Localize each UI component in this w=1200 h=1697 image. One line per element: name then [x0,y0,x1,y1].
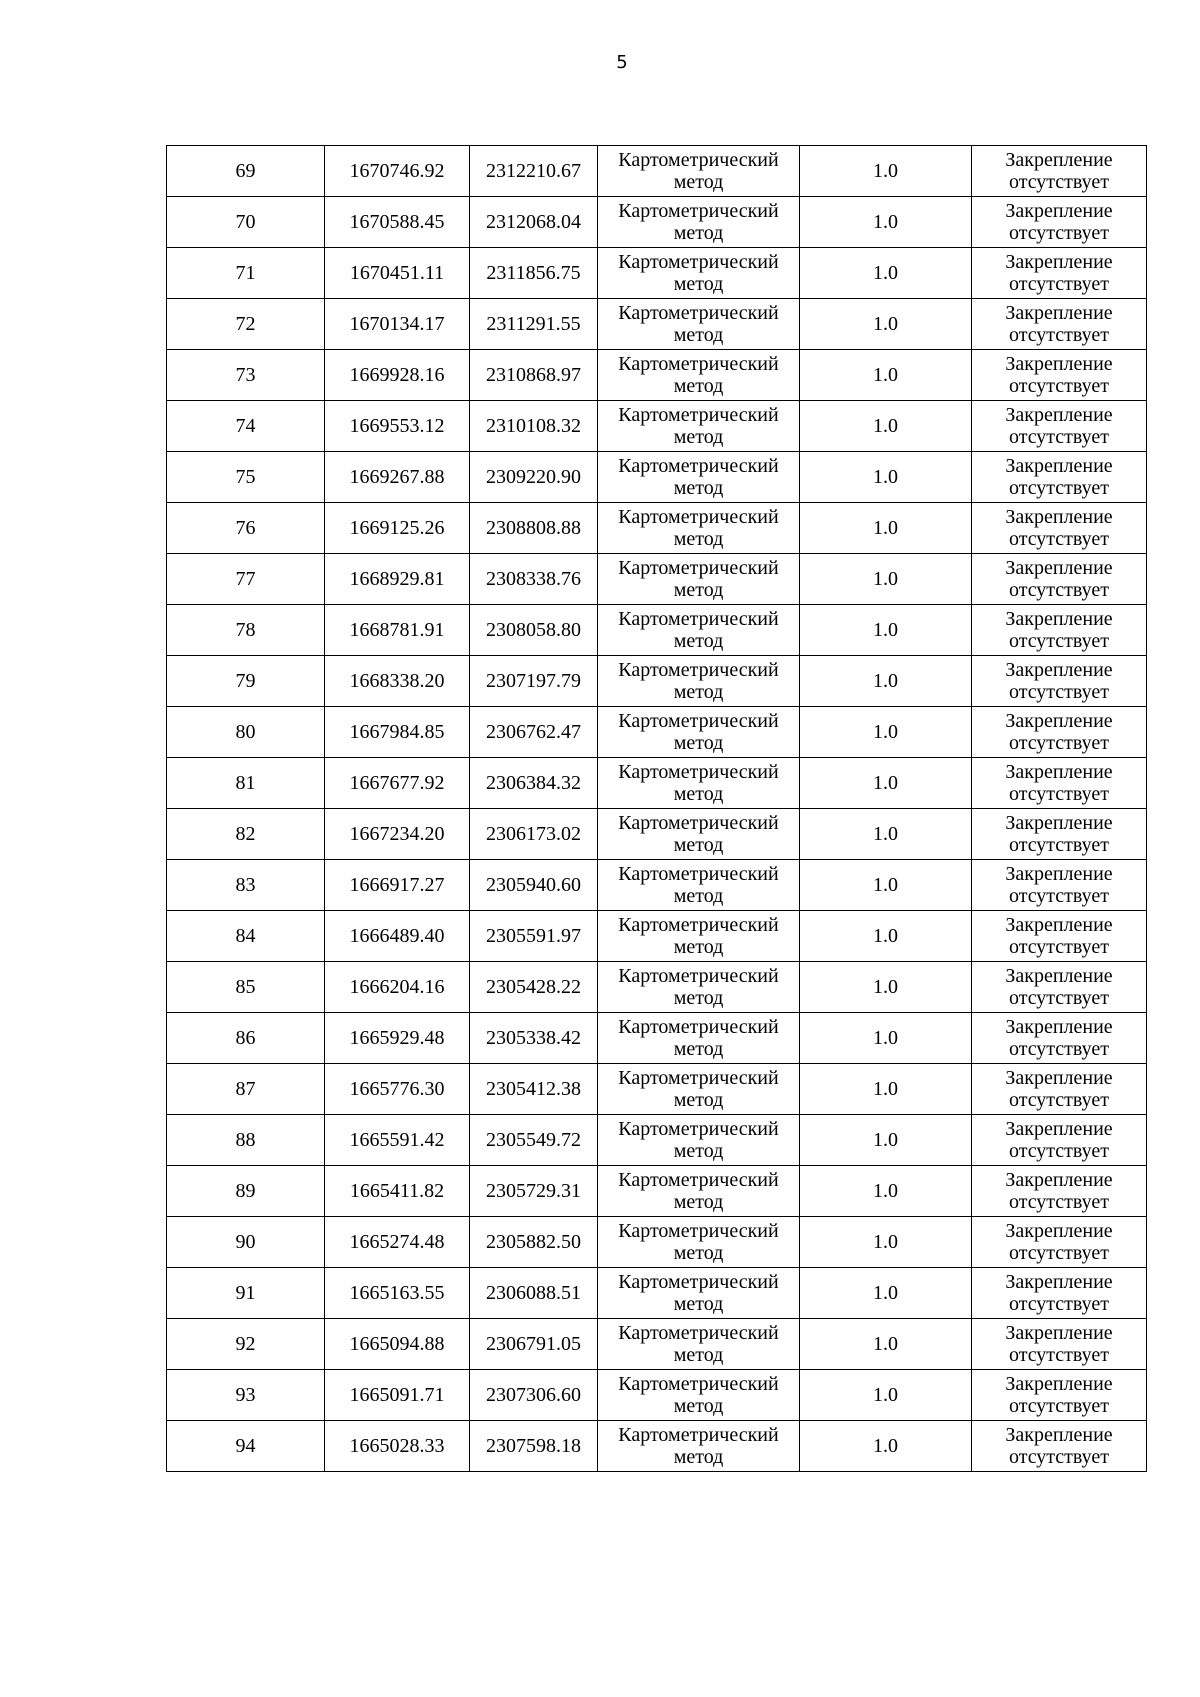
y-coordinate-cell: 2309220.90 [470,452,598,503]
table-row [167,758,1147,809]
table-row [167,1115,1147,1166]
x-coordinate-cell: 1668781.91 [325,605,470,656]
accuracy-cell: 1.0 [800,197,972,248]
y-coordinate-cell: 2305729.31 [470,1166,598,1217]
fixation-cell: Закрепление отсутствует [972,401,1147,452]
method-cell: Картометрический метод [598,299,800,350]
table-row [167,911,1147,962]
method-cell: Картометрический метод [598,401,800,452]
fixation-cell: Закрепление отсутствует [972,962,1147,1013]
x-coordinate-cell: 1666489.40 [325,911,470,962]
x-coordinate-cell: 1670451.11 [325,248,470,299]
x-coordinate-cell: 1665094.88 [325,1319,470,1370]
x-coordinate-cell: 1666917.27 [325,860,470,911]
table-row [167,860,1147,911]
table-row [167,197,1147,248]
accuracy-cell: 1.0 [800,809,972,860]
method-cell: Картометрический метод [598,248,800,299]
accuracy-cell: 1.0 [800,401,972,452]
point-number-cell: 79 [167,656,325,707]
x-coordinate-cell: 1669928.16 [325,350,470,401]
x-coordinate-cell: 1665091.71 [325,1370,470,1421]
method-cell: Картометрический метод [598,1421,800,1472]
y-coordinate-cell: 2310108.32 [470,401,598,452]
y-coordinate-cell: 2305882.50 [470,1217,598,1268]
point-number-cell: 69 [167,146,325,197]
method-cell: Картометрический метод [598,1319,800,1370]
table-row [167,962,1147,1013]
y-coordinate-cell: 2306384.32 [470,758,598,809]
table-row [167,809,1147,860]
method-cell: Картометрический метод [598,809,800,860]
x-coordinate-cell: 1670588.45 [325,197,470,248]
table-row [167,1217,1147,1268]
x-coordinate-cell: 1667677.92 [325,758,470,809]
point-number-cell: 93 [167,1370,325,1421]
point-number-cell: 82 [167,809,325,860]
method-cell: Картометрический метод [598,554,800,605]
fixation-cell: Закрепление отсутствует [972,1421,1147,1472]
method-cell: Картометрический метод [598,503,800,554]
fixation-cell: Закрепление отсутствует [972,1166,1147,1217]
x-coordinate-cell: 1665163.55 [325,1268,470,1319]
table-row [167,503,1147,554]
point-number-cell: 94 [167,1421,325,1472]
x-coordinate-cell: 1665776.30 [325,1064,470,1115]
method-cell: Картометрический метод [598,860,800,911]
table-row [167,248,1147,299]
y-coordinate-cell: 2307306.60 [470,1370,598,1421]
point-number-cell: 90 [167,1217,325,1268]
point-number-cell: 86 [167,1013,325,1064]
method-cell: Картометрический метод [598,962,800,1013]
fixation-cell: Закрепление отсутствует [972,1268,1147,1319]
method-cell: Картометрический метод [598,1268,800,1319]
point-number-cell: 84 [167,911,325,962]
table-row [167,1421,1147,1472]
point-number-cell: 92 [167,1319,325,1370]
point-number-cell: 91 [167,1268,325,1319]
x-coordinate-cell: 1665591.42 [325,1115,470,1166]
point-number-cell: 83 [167,860,325,911]
method-cell: Картометрический метод [598,758,800,809]
point-number-cell: 77 [167,554,325,605]
y-coordinate-cell: 2305428.22 [470,962,598,1013]
method-cell: Картометрический метод [598,146,800,197]
accuracy-cell: 1.0 [800,350,972,401]
method-cell: Картометрический метод [598,1064,800,1115]
table-row [167,1064,1147,1115]
x-coordinate-cell: 1665929.48 [325,1013,470,1064]
method-cell: Картометрический метод [598,1166,800,1217]
accuracy-cell: 1.0 [800,962,972,1013]
fixation-cell: Закрепление отсутствует [972,707,1147,758]
fixation-cell: Закрепление отсутствует [972,1115,1147,1166]
y-coordinate-cell: 2306762.47 [470,707,598,758]
y-coordinate-cell: 2308808.88 [470,503,598,554]
point-number-cell: 89 [167,1166,325,1217]
point-number-cell: 72 [167,299,325,350]
accuracy-cell: 1.0 [800,1319,972,1370]
fixation-cell: Закрепление отсутствует [972,350,1147,401]
fixation-cell: Закрепление отсутствует [972,452,1147,503]
accuracy-cell: 1.0 [800,1115,972,1166]
method-cell: Картометрический метод [598,656,800,707]
y-coordinate-cell: 2307598.18 [470,1421,598,1472]
method-cell: Картометрический метод [598,197,800,248]
x-coordinate-cell: 1665411.82 [325,1166,470,1217]
x-coordinate-cell: 1669267.88 [325,452,470,503]
x-coordinate-cell: 1667984.85 [325,707,470,758]
point-number-cell: 75 [167,452,325,503]
accuracy-cell: 1.0 [800,1268,972,1319]
accuracy-cell: 1.0 [800,452,972,503]
accuracy-cell: 1.0 [800,707,972,758]
x-coordinate-cell: 1665028.33 [325,1421,470,1472]
point-number-cell: 78 [167,605,325,656]
accuracy-cell: 1.0 [800,503,972,554]
x-coordinate-cell: 1669125.26 [325,503,470,554]
y-coordinate-cell: 2305940.60 [470,860,598,911]
table-row [167,554,1147,605]
x-coordinate-cell: 1668338.20 [325,656,470,707]
point-number-cell: 85 [167,962,325,1013]
y-coordinate-cell: 2310868.97 [470,350,598,401]
accuracy-cell: 1.0 [800,1370,972,1421]
fixation-cell: Закрепление отсутствует [972,605,1147,656]
page-number: 5 [616,52,628,73]
method-cell: Картометрический метод [598,350,800,401]
fixation-cell: Закрепление отсутствует [972,1217,1147,1268]
fixation-cell: Закрепление отсутствует [972,299,1147,350]
y-coordinate-cell: 2305412.38 [470,1064,598,1115]
y-coordinate-cell: 2308058.80 [470,605,598,656]
y-coordinate-cell: 2307197.79 [470,656,598,707]
table-row [167,401,1147,452]
y-coordinate-cell: 2306173.02 [470,809,598,860]
accuracy-cell: 1.0 [800,248,972,299]
accuracy-cell: 1.0 [800,860,972,911]
y-coordinate-cell: 2312068.04 [470,197,598,248]
accuracy-cell: 1.0 [800,1421,972,1472]
point-number-cell: 74 [167,401,325,452]
y-coordinate-cell: 2308338.76 [470,554,598,605]
x-coordinate-cell: 1665274.48 [325,1217,470,1268]
method-cell: Картометрический метод [598,1115,800,1166]
accuracy-cell: 1.0 [800,299,972,350]
point-number-cell: 87 [167,1064,325,1115]
method-cell: Картометрический метод [598,911,800,962]
point-number-cell: 88 [167,1115,325,1166]
accuracy-cell: 1.0 [800,146,972,197]
coordinates-table-body [167,146,1147,1472]
table-row [167,605,1147,656]
table-row [167,707,1147,758]
y-coordinate-cell: 2306791.05 [470,1319,598,1370]
x-coordinate-cell: 1666204.16 [325,962,470,1013]
y-coordinate-cell: 2305338.42 [470,1013,598,1064]
fixation-cell: Закрепление отсутствует [972,860,1147,911]
table-row [167,1013,1147,1064]
accuracy-cell: 1.0 [800,1064,972,1115]
table-row [167,656,1147,707]
point-number-cell: 81 [167,758,325,809]
fixation-cell: Закрепление отсутствует [972,1370,1147,1421]
x-coordinate-cell: 1669553.12 [325,401,470,452]
fixation-cell: Закрепление отсутствует [972,197,1147,248]
accuracy-cell: 1.0 [800,911,972,962]
accuracy-cell: 1.0 [800,656,972,707]
fixation-cell: Закрепление отсутствует [972,146,1147,197]
accuracy-cell: 1.0 [800,1217,972,1268]
x-coordinate-cell: 1670134.17 [325,299,470,350]
table-row [167,350,1147,401]
y-coordinate-cell: 2311856.75 [470,248,598,299]
fixation-cell: Закрепление отсутствует [972,758,1147,809]
table-row [167,1166,1147,1217]
fixation-cell: Закрепление отсутствует [972,656,1147,707]
fixation-cell: Закрепление отсутствует [972,1064,1147,1115]
y-coordinate-cell: 2311291.55 [470,299,598,350]
table-row [167,1319,1147,1370]
point-number-cell: 76 [167,503,325,554]
coordinates-table [166,145,1147,1472]
fixation-cell: Закрепление отсутствует [972,248,1147,299]
point-number-cell: 71 [167,248,325,299]
table-row [167,1370,1147,1421]
y-coordinate-cell: 2306088.51 [470,1268,598,1319]
x-coordinate-cell: 1667234.20 [325,809,470,860]
method-cell: Картометрический метод [598,1013,800,1064]
point-number-cell: 73 [167,350,325,401]
method-cell: Картометрический метод [598,452,800,503]
table-row [167,452,1147,503]
accuracy-cell: 1.0 [800,1166,972,1217]
fixation-cell: Закрепление отсутствует [972,1319,1147,1370]
x-coordinate-cell: 1670746.92 [325,146,470,197]
accuracy-cell: 1.0 [800,758,972,809]
y-coordinate-cell: 2305549.72 [470,1115,598,1166]
point-number-cell: 80 [167,707,325,758]
method-cell: Картометрический метод [598,1370,800,1421]
fixation-cell: Закрепление отсутствует [972,911,1147,962]
method-cell: Картометрический метод [598,1217,800,1268]
y-coordinate-cell: 2305591.97 [470,911,598,962]
accuracy-cell: 1.0 [800,1013,972,1064]
y-coordinate-cell: 2312210.67 [470,146,598,197]
fixation-cell: Закрепление отсутствует [972,554,1147,605]
table-row [167,146,1147,197]
x-coordinate-cell: 1668929.81 [325,554,470,605]
fixation-cell: Закрепление отсутствует [972,503,1147,554]
table-row [167,299,1147,350]
method-cell: Картометрический метод [598,605,800,656]
table-row [167,1268,1147,1319]
method-cell: Картометрический метод [598,707,800,758]
fixation-cell: Закрепление отсутствует [972,1013,1147,1064]
point-number-cell: 70 [167,197,325,248]
fixation-cell: Закрепление отсутствует [972,809,1147,860]
accuracy-cell: 1.0 [800,554,972,605]
accuracy-cell: 1.0 [800,605,972,656]
